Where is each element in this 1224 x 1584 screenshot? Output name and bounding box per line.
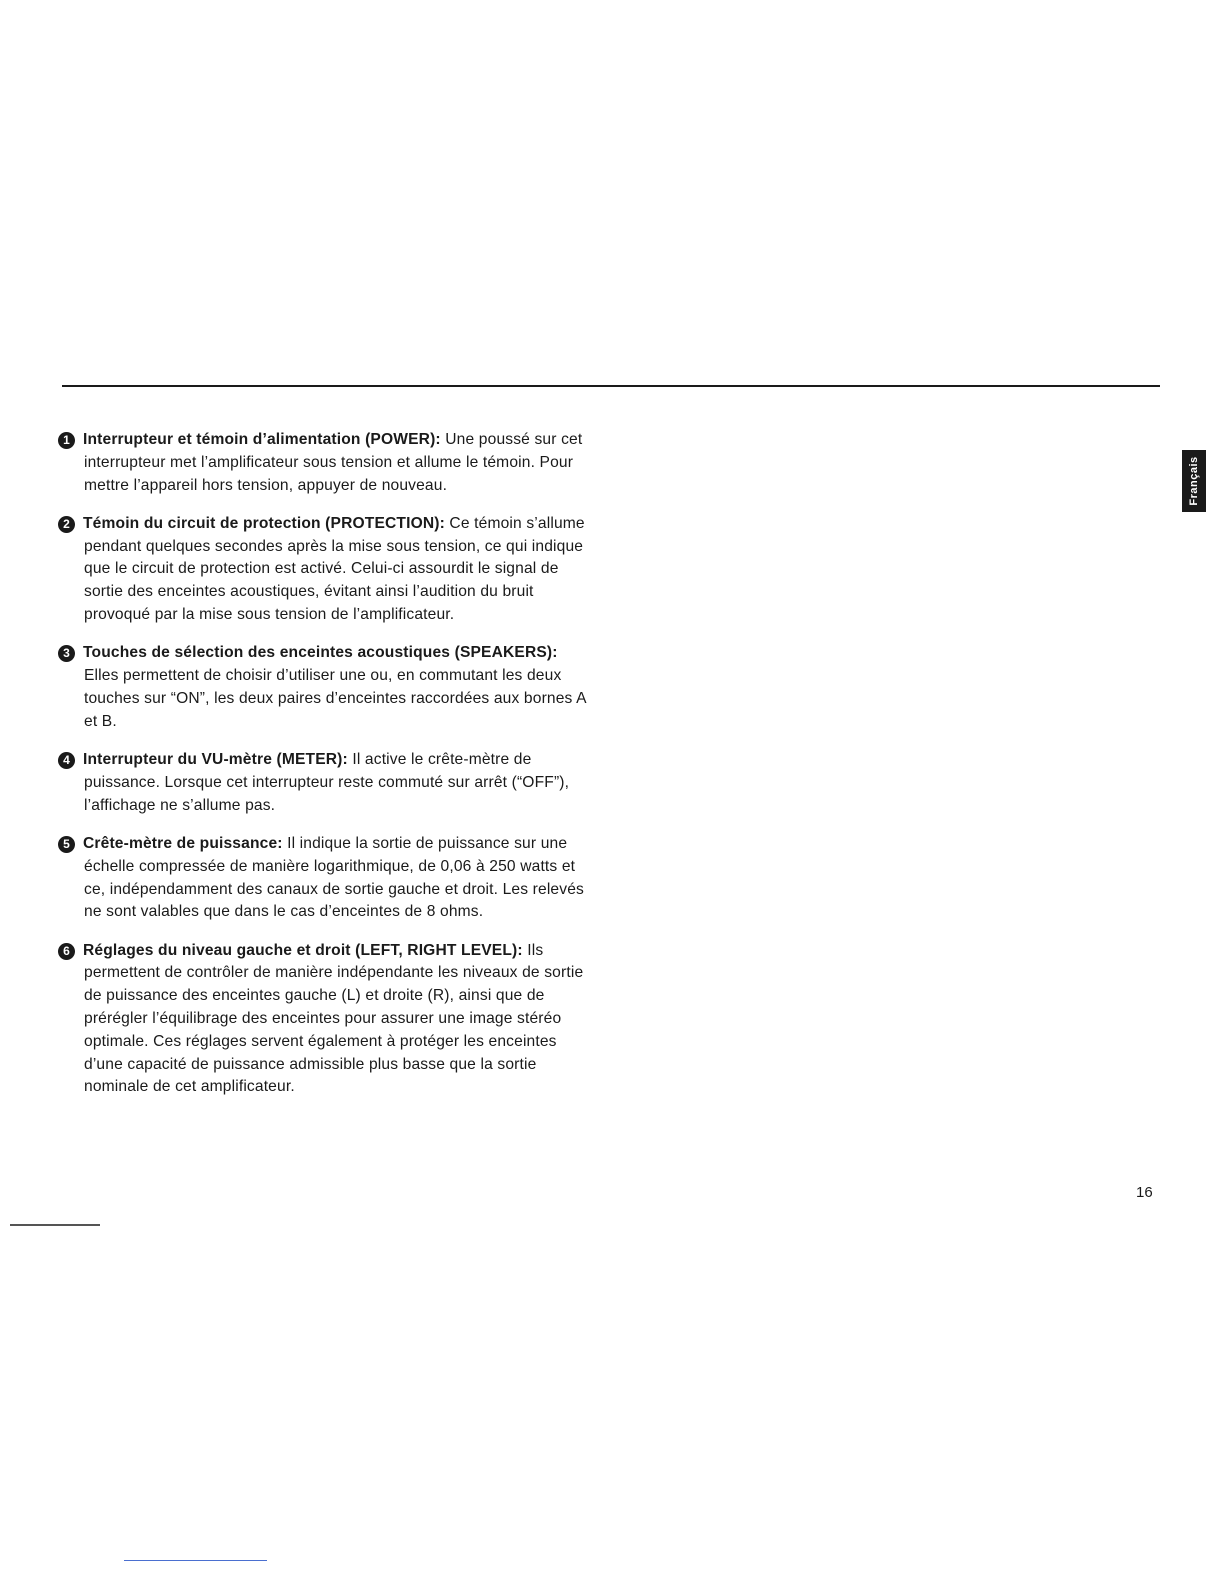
item-paragraph xyxy=(84,833,588,924)
item-label: Touches de sélection des enceintes acoustiques (SPEAKERS): xyxy=(83,644,558,662)
item-number-badge: 5 xyxy=(58,836,75,853)
list-item xyxy=(58,642,588,733)
item-paragraph xyxy=(84,940,588,1100)
language-tab xyxy=(1182,450,1206,512)
item-number-badge: 2 xyxy=(58,516,75,533)
top-divider xyxy=(62,385,1160,387)
item-number-badge: 6 xyxy=(58,943,75,960)
item-text: Ce témoin s’allume pendant quelques secondes après la mise sous tension, ce qui indique que le circuit de protection est activé. Celui-ci assourdit le signal de sortie des enceintes acoustiques, évitant ainsi l’audition du bruit provoqué par la mise sous tension de l’amplificateur. xyxy=(84,514,585,624)
item-label: Interrupteur du VU-mètre (METER): xyxy=(83,751,348,769)
item-number-badge: 1 xyxy=(58,432,75,449)
list-item xyxy=(58,749,588,817)
item-text: Il indique la sortie de puissance sur une échelle compressée de manière logarithmique, de 0,06 à 250 watts et ce, indépendamment des canaux de sortie gauche et droit. Les relevés ne sont valables que dans le cas d’enceintes de 8 ohms. xyxy=(84,834,584,921)
bottom-blue-line xyxy=(124,1560,267,1561)
item-number-badge: 3 xyxy=(58,645,75,662)
scan-artifact-line xyxy=(10,1224,100,1226)
item-text: Une poussé sur cet interrupteur met l’amplificateur sous tension et allume le témoin. Pour mettre l’appareil hors tension, appuyer de nouveau. xyxy=(84,431,583,494)
list-item xyxy=(58,513,588,627)
item-label: Témoin du circuit de protection (PROTECTION): xyxy=(83,514,445,532)
item-paragraph xyxy=(84,513,588,627)
item-text: Elles permettent de choisir d’utiliser une ou, en commutant les deux touches sur “ON”, les deux paires d’enceintes raccordées aux bornes A et B. xyxy=(84,667,586,730)
item-number-badge: 4 xyxy=(58,752,75,769)
item-text: Ils permettent de contrôler de manière indépendante les niveaux de sortie de puissance des enceintes gauche (L) et droite (R), ainsi que de prérégler l’équilibrage des enceintes pour assurer une image stéréo optimale. Ces réglages servent également à protéger les enceintes d’une capacité de puissance admissible plus basse que la sortie nominale de cet amplificateur. xyxy=(84,941,584,1096)
page-number: 16 xyxy=(1136,1184,1153,1201)
list-item xyxy=(58,833,588,924)
item-label: Réglages du niveau gauche et droit (LEFT, RIGHT LEVEL): xyxy=(83,941,523,959)
item-text: Il active le crête-mètre de puissance. Lorsque cet interrupteur reste commuté sur arrêt (“OFF”), l’affichage ne s’allume pas. xyxy=(84,751,570,814)
item-paragraph xyxy=(84,642,588,733)
controls-description-list xyxy=(58,429,588,1115)
language-tab-label: Français xyxy=(1188,456,1200,506)
list-item xyxy=(58,429,588,497)
item-paragraph xyxy=(84,749,588,817)
list-item xyxy=(58,940,588,1100)
item-label: Interrupteur et témoin d’alimentation (POWER): xyxy=(83,431,441,448)
item-label: Crête-mètre de puissance: xyxy=(83,834,283,852)
item-paragraph xyxy=(84,429,588,497)
